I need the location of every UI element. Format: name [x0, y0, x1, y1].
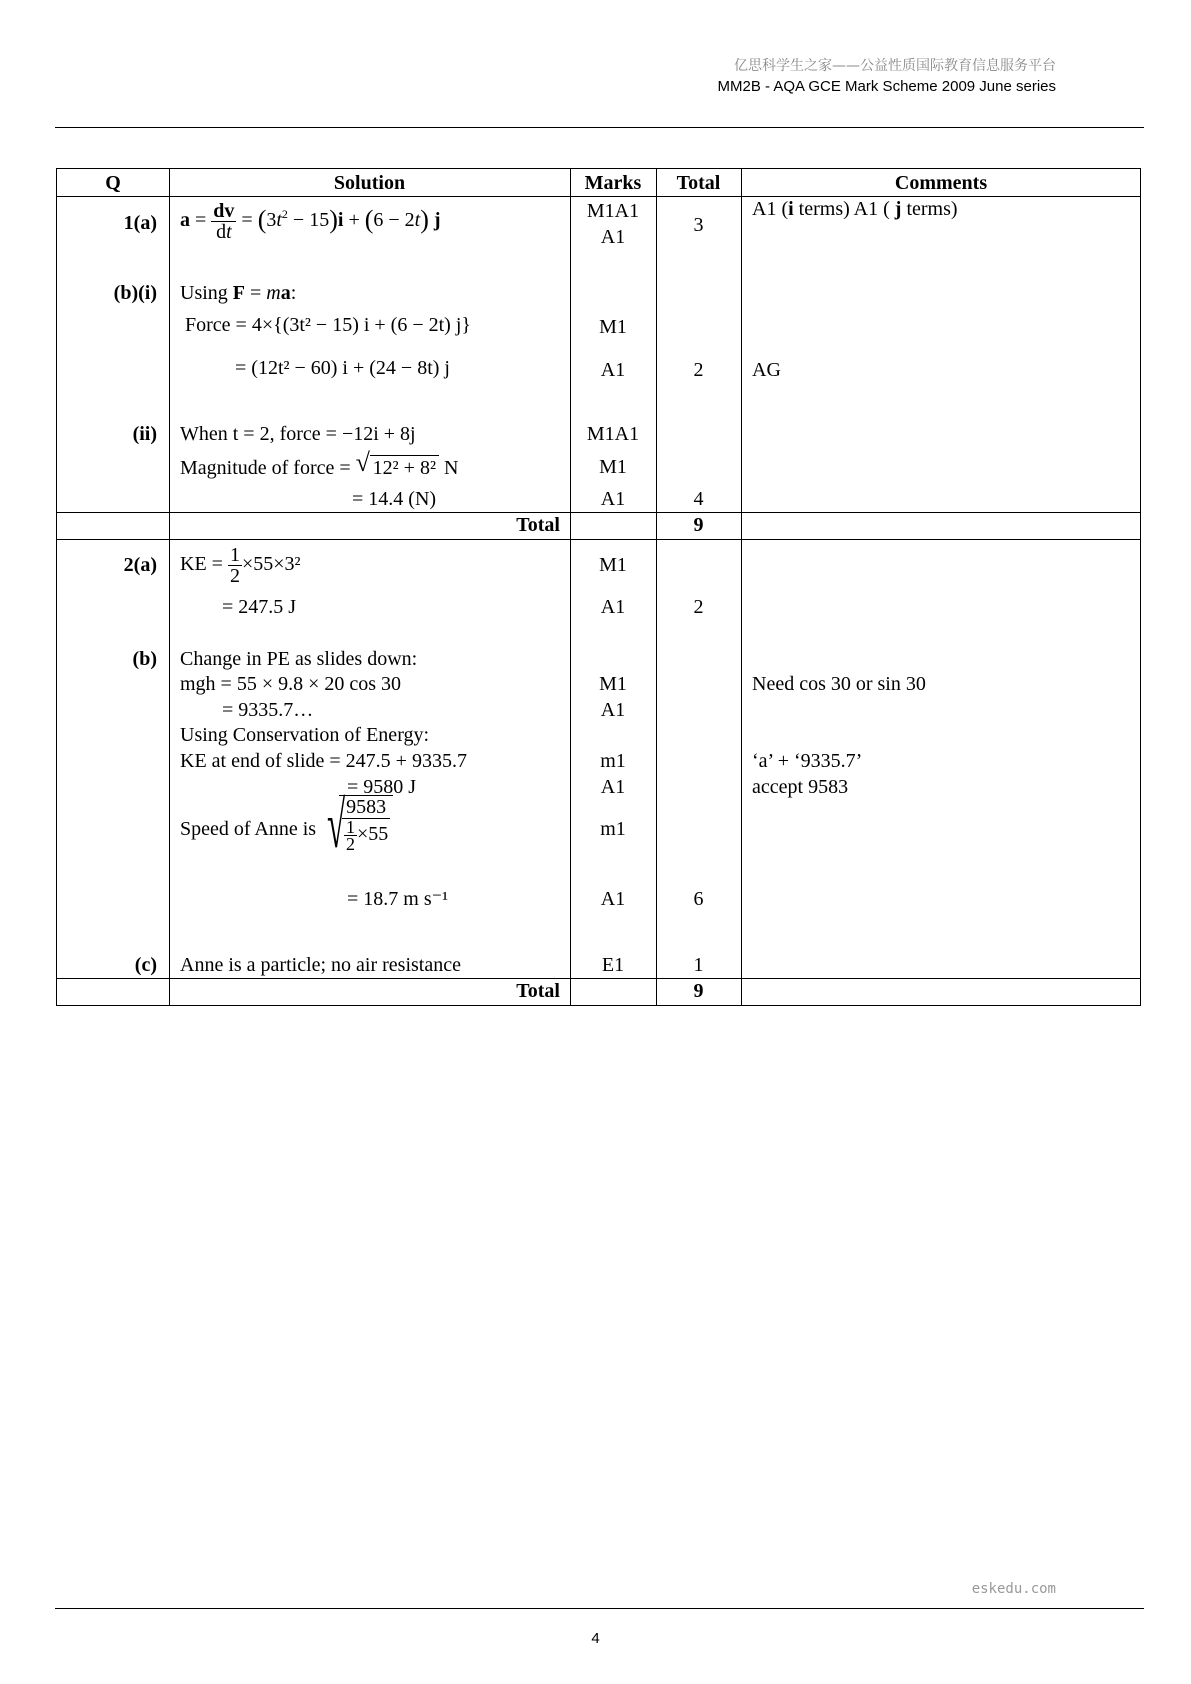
solution-2b-line4: Using Conservation of Energy:	[180, 724, 430, 746]
header-q: Q	[105, 172, 121, 194]
total-label-q1: Total	[516, 514, 560, 536]
solution-1bii-line1: When t = 2, force = −12i + 8j	[180, 423, 416, 445]
solution-2b-line8: = 18.7 m s⁻¹	[347, 888, 449, 910]
solution-2a-line2: = 247.5 J	[222, 596, 297, 618]
comment-1bi: AG	[752, 359, 781, 381]
solution-2b-line5: KE at end of slide = 247.5 + 9335.7	[180, 750, 467, 772]
solution-2b-sqrt: √ 9583 $\frac{1}{2}$ ×55	[327, 795, 393, 852]
mark-scheme-table	[56, 168, 1141, 1006]
header-solution: Solution	[333, 172, 406, 194]
row-divider	[57, 196, 1140, 197]
col-divider	[741, 169, 742, 1005]
solution-2b-line1: Change in PE as slides down:	[180, 648, 418, 670]
marks-2b-4: A1	[600, 776, 626, 798]
total-1bii: 4	[693, 488, 704, 510]
comment-2b-2: ‘a’ + ‘9335.7’	[752, 750, 863, 772]
total-1bi: 2	[693, 359, 704, 381]
row-divider	[57, 539, 1140, 540]
solution-2b-line3: = 9335.7…	[222, 699, 314, 721]
marks-2b-3: m1	[600, 750, 626, 772]
marks-2a-1: M1	[599, 554, 627, 576]
solution-2a-line1: KE = $\frac{1}{2}$ ×55×3²	[180, 544, 301, 587]
solution-1bii-line3: = 14.4 (N)	[352, 488, 437, 510]
comment-2b-3: accept 9583	[752, 776, 849, 798]
header-title: MM2B - AQA GCE Mark Scheme 2009 June series	[717, 78, 1056, 95]
col-divider	[656, 169, 657, 1005]
header-total: Total	[676, 172, 721, 194]
marks-2c: E1	[601, 954, 625, 976]
col-divider	[570, 169, 571, 1005]
marks-1a-2: A1	[600, 226, 626, 248]
header-comments: Comments	[894, 172, 988, 194]
solution-1bi-line3: = (12t² − 60) i + (24 − 8t) j	[235, 357, 450, 379]
solution-2b-line6: = 9580 J	[347, 776, 417, 798]
q-label-2a: 2(a)	[123, 554, 157, 576]
marks-1bi-1: M1	[599, 316, 627, 338]
solution-1bii-line2: Magnitude of force = √ 12² + 8² N	[180, 448, 459, 479]
total-2b: 6	[693, 888, 704, 910]
solution-2b-line2: mgh = 55 × 9.8 × 20 cos 30	[180, 673, 402, 695]
q-label-1bi: (b)(i)	[113, 282, 157, 304]
footer-rule	[55, 1608, 1144, 1609]
solution-1a: a = $\frac{dv}{dt}$ = $(3t^2 - 15)i + (6 - 2t)$ j	[180, 200, 441, 243]
q-label-1a: 1(a)	[123, 212, 157, 234]
total-2c: 1	[693, 954, 704, 976]
header-marks: Marks	[584, 172, 642, 194]
marks-1bii-1: M1A1	[586, 423, 640, 445]
page-number: 4	[591, 1630, 600, 1647]
marks-1bii-3: A1	[600, 488, 626, 510]
total-value-q2: 9	[693, 980, 704, 1002]
q-label-1bii: (ii)	[132, 423, 157, 445]
solution-1bi-line2: Force = 4×{(3t² − 15) i + (6 − 2t) j}	[185, 314, 471, 336]
marks-1bi-2: A1	[600, 359, 626, 381]
header-chinese-line: 亿思科学生之家——公益性质国际教育信息服务平台	[734, 58, 1056, 74]
solution-2b-line7: Speed of Anne is	[180, 818, 317, 840]
marks-2b-2: A1	[600, 699, 626, 721]
marks-2b-6: A1	[600, 888, 626, 910]
total-value-q1: 9	[693, 514, 704, 536]
footer-site: eskedu.com	[971, 1581, 1056, 1597]
marks-2b-1: M1	[599, 673, 627, 695]
marks-1bii-2: M1	[599, 456, 627, 478]
marks-2a-2: A1	[600, 596, 626, 618]
col-divider	[169, 169, 170, 1005]
total-1a: 3	[693, 214, 704, 236]
solution-1bi-line1: Using F = ma:	[180, 282, 297, 304]
solution-2c-line1: Anne is a particle; no air resistance	[180, 954, 461, 976]
header-rule	[55, 127, 1144, 128]
q-label-2b: (b)	[132, 648, 157, 670]
total-label-q2: Total	[516, 980, 560, 1002]
total-2a: 2	[693, 596, 704, 618]
comment-1a: A1 (i terms) A1 ( j terms)	[752, 198, 958, 220]
q-label-2c: (c)	[134, 954, 157, 976]
marks-2b-5: m1	[600, 818, 626, 840]
comment-2b-1: Need cos 30 or sin 30	[752, 673, 926, 695]
marks-1a-1: M1A1	[586, 200, 640, 222]
